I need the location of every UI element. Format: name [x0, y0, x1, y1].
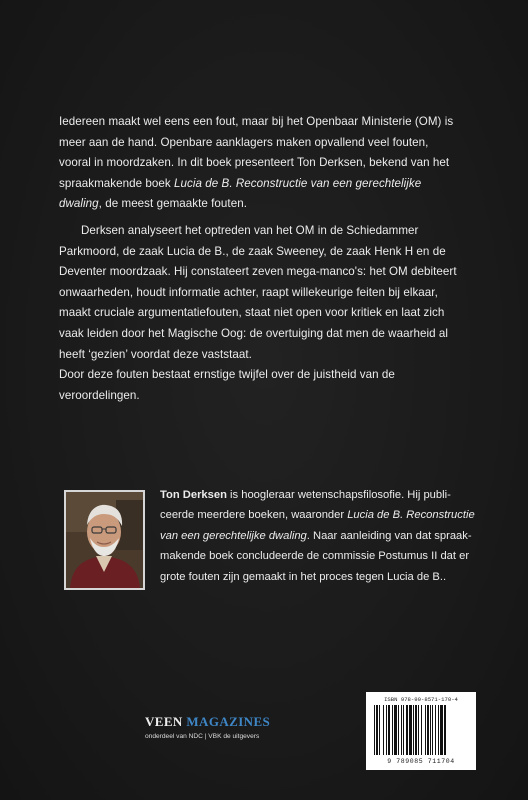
author-photo [64, 490, 145, 590]
barcode-bar [374, 705, 375, 755]
barcode-bar [401, 705, 402, 755]
barcode-bar [440, 705, 443, 755]
barcode-bar [413, 705, 414, 755]
blurb-text [59, 112, 459, 406]
blurb-paragraph-1: Iedereen maakt wel eens een fout, maar bij het Openbaar Ministerie (OM) is meer aan de hand. Openbare aanklagers maken opvallend veel fouten, vooral in moordzaken. In dit boek presenteert Ton Derksen, bekend van het spraakmakende boek Lucia de B. Reconstructie van een gerechtelijke dwaling, de meest gemaakte fouten. [59, 115, 454, 211]
publisher-logo: VEEN MAGAZINES [145, 714, 271, 729]
barcode-bar [388, 705, 390, 755]
barcode-bar [376, 705, 378, 755]
barcode-bar [383, 705, 384, 755]
barcode-bar [379, 705, 380, 755]
barcode-bar [430, 705, 431, 755]
barcode-bar [386, 705, 387, 755]
barcode-bar [438, 705, 439, 755]
author-name: Ton Derksen [160, 489, 227, 501]
barcode-bar [425, 705, 426, 755]
barcode-digits: 9 789085 711704 [387, 758, 455, 765]
publisher-block [145, 714, 315, 740]
author-bio-text: Ton Derksen is hoogleraar wetenschapsfilosofie. Hij publiceerde meerdere boeken, waaronder Lucia de B. Reconstructie van een gerechtelijke dwaling. Naar aanleiding van dat spraakmakende boek concludeerde de commissie Postumus II dat er grote fouten zijn gemaakt in het proces tegen Lucia de B.. [160, 489, 475, 583]
blurb-paragraph-2: Derksen analyseert het optreden van het OM in de Schiedammer Parkmoord, de zaak Lucia de B., de zaak Sweeney, de zaak Henk H en de Deventer moordzaak. Hij constateert zeven mega-manco's: het OM debiteert onwaarheden, houdt informatie achter, raapt willekeurige feiten bij elkaar, maakt cruciale argumentatiefouten, staat niet open voor kritiek en laat zich vaak leiden door het Magische Oog: de overtuiging dat men de waarheid al heeft ‘gezien’ voordat deze vaststaat. [59, 223, 457, 361]
barcode-bar [409, 705, 412, 755]
barcode-bar [398, 705, 399, 755]
author-bio [160, 485, 478, 587]
barcode-bar [394, 705, 397, 755]
barcode-bar [418, 705, 419, 755]
barcode-bar [392, 705, 393, 755]
barcode-bar [403, 705, 404, 755]
barcode-bar [435, 705, 436, 755]
barcode-bar [444, 705, 446, 755]
barcode-bar [432, 705, 433, 755]
isbn-label: ISBN 978-90-8571-170-4 [384, 696, 458, 703]
barcode-bar [415, 705, 417, 755]
barcode-bar [406, 705, 408, 755]
barcode-bars [374, 705, 468, 755]
blurb-paragraph-3: Door deze fouten bestaat ernstige twijfel over de juistheid van de veroordelingen. [59, 368, 395, 402]
isbn-barcode [366, 692, 476, 770]
publisher-subline: onderdeel van NDC | VBK de uitgevers [145, 733, 260, 740]
barcode-bar [421, 705, 422, 755]
barcode-bar [427, 705, 429, 755]
